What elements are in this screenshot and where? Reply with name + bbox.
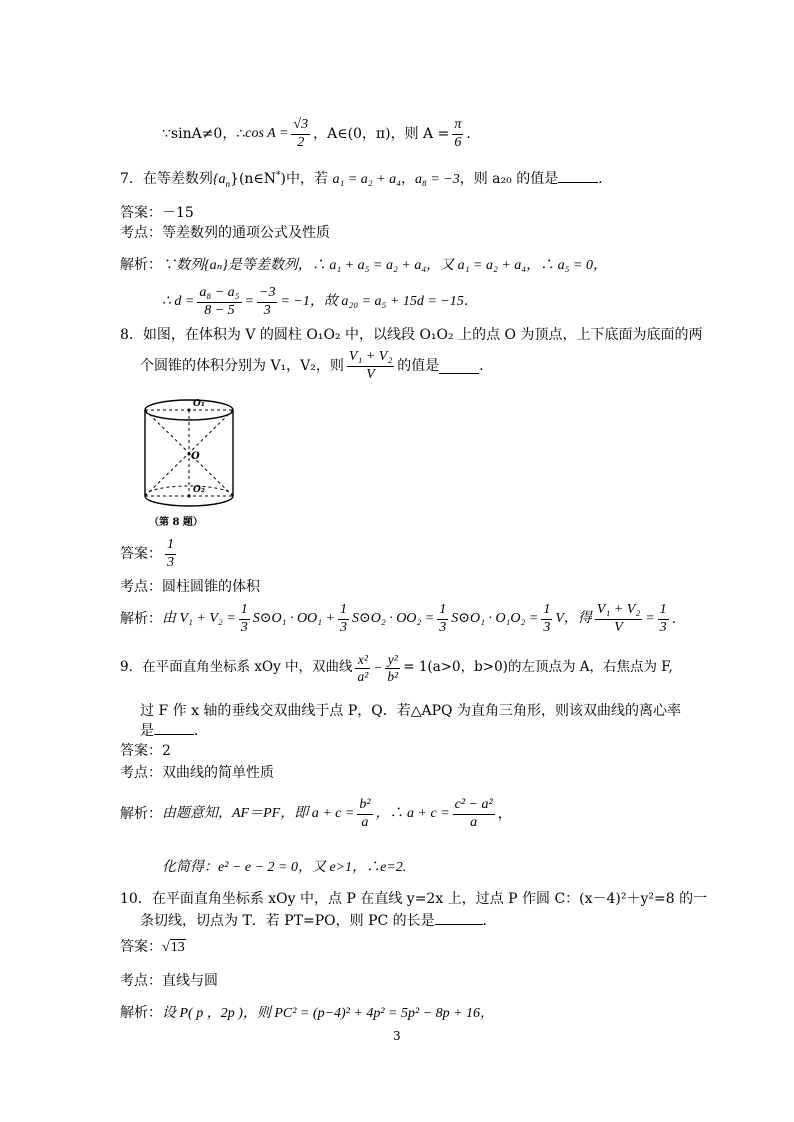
numerator: x² <box>355 652 370 669</box>
text: a₁ = a₂ + a₄ <box>332 172 401 187</box>
denominator: a² <box>357 668 369 684</box>
cylinder-diagram <box>135 394 243 514</box>
q9-stem-2 <box>140 704 681 718</box>
label-o: O <box>191 451 200 462</box>
fraction <box>385 652 400 684</box>
denominator: 8 − 5 <box>204 302 235 318</box>
numerator: c² − a² <box>453 797 495 814</box>
fraction <box>595 602 642 635</box>
q9-stem-1 <box>120 648 673 688</box>
q7-stem <box>120 172 612 187</box>
q9-solution-2 <box>162 860 406 875</box>
fraction <box>347 349 394 382</box>
text: ． <box>479 358 494 374</box>
text: ∵数列{aₙ}是等差数列，∴ a₁ + a₅ = a₂ + a₄，又 a₁ = a₂ + a₄，∴ a₅ = 0， <box>162 258 607 273</box>
numerator: V₁ + V₂ <box>347 349 394 366</box>
topic: 圆柱圆锥的体积 <box>162 579 260 595</box>
label-o1: O₁ <box>193 399 205 409</box>
q9-stem-3 <box>140 724 208 738</box>
numerator: √3 <box>291 117 310 134</box>
text: * <box>276 170 281 181</box>
numerator: 1 <box>658 602 669 619</box>
text: S⊙O₁ · O₁O₂ = <box>451 611 539 626</box>
q8-stem-2 <box>140 348 493 384</box>
text: = −1，故 a₂₀ = a₅ + 15d = −15． <box>280 294 478 309</box>
topic: 直线与圆 <box>162 973 218 989</box>
denominator: 6 <box>454 134 462 150</box>
answer-blank <box>439 359 479 374</box>
q9-solution-1 <box>120 794 512 834</box>
label: 考点： <box>120 765 162 781</box>
q7-answer <box>120 206 194 220</box>
label: 解析： <box>120 257 162 273</box>
answer: －15 <box>162 205 194 221</box>
question-number: 8． <box>120 327 143 343</box>
cylinder-figure <box>135 394 243 534</box>
fraction <box>197 285 241 318</box>
answer-blank <box>558 182 598 183</box>
numerator: y² <box>385 652 400 669</box>
numerator: a₈ − a₅ <box>197 285 241 302</box>
fraction <box>357 797 372 830</box>
denominator: 3 <box>543 619 551 635</box>
figure-caption: （第 8 题） <box>149 517 203 528</box>
label: 解析： <box>120 611 162 627</box>
text: n <box>225 178 231 189</box>
denominator: 3 <box>263 302 271 318</box>
text: 条切线，切点为 T．若 PT=PO，则 PC 的长是 <box>140 913 435 929</box>
numerator: 1 <box>165 537 176 554</box>
text: 个圆锥的体积分别为 V₁，V₂，则 <box>140 358 344 374</box>
answer-blank <box>435 924 483 925</box>
fraction <box>355 652 370 684</box>
q10-answer <box>120 940 186 955</box>
label: 答案： <box>120 205 162 221</box>
denominator: b² <box>387 668 399 684</box>
text: . <box>466 126 471 142</box>
text: a₈ = −3 <box>414 172 460 187</box>
text: S⊙O₁ · OO₁ + <box>252 611 335 626</box>
question-number: 7． <box>120 171 143 187</box>
text: 是 <box>140 723 154 739</box>
text: {a <box>212 172 226 187</box>
text: ． <box>671 611 686 627</box>
text: ， <box>400 171 415 187</box>
text: ，则 a₂₀ 的值是 <box>459 171 559 187</box>
text: 化简得：e² − e − 2 = 0，又 e>1，∴e=2. <box>162 860 407 875</box>
fraction <box>452 117 463 150</box>
fraction <box>541 602 552 635</box>
q9-answer <box>120 744 171 758</box>
text: = <box>645 611 655 626</box>
text: ， <box>497 806 512 822</box>
text: ． <box>482 913 497 929</box>
q10-topic <box>120 974 218 988</box>
text: 如图，在体积为 V 的圆柱 O₁O₂ 中，以线段 O₁O₂ 上的点 O 为顶点，上下底面为底面的两 <box>142 327 703 343</box>
answer: 2 <box>162 743 171 759</box>
fraction <box>165 537 176 570</box>
numerator: 1 <box>437 602 448 619</box>
text: ∴ d = <box>162 294 195 309</box>
text: = <box>244 294 254 309</box>
q8-topic <box>120 580 260 594</box>
label: 解析： <box>120 806 162 822</box>
text: V，得 <box>555 611 592 626</box>
label: 考点： <box>120 973 162 989</box>
text: 由 V₁ + V₂ = <box>162 611 236 626</box>
text: ，∴ a + c = <box>375 806 450 821</box>
denominator: 3 <box>439 619 447 635</box>
text: 过 F 作 x 轴的垂线交双曲线于点 P，Q．若△APQ 为直角三角形，则该双曲线的离心率 <box>140 703 681 719</box>
denominator: a <box>361 814 369 830</box>
answer-blank <box>154 734 194 735</box>
numerator: V₁ + V₂ <box>595 602 642 619</box>
q7-solution-1 <box>120 258 607 273</box>
q8-solution <box>120 600 686 638</box>
text: ，A∈(0，π)，则 A = <box>313 126 450 142</box>
label: 解析： <box>120 1005 162 1021</box>
text: S⊙O₂ · OO₂ = <box>351 611 435 626</box>
denominator: V <box>614 619 623 635</box>
denominator: a <box>470 814 478 830</box>
label-o2: O₂ <box>193 485 205 495</box>
q10-solution <box>120 1006 494 1021</box>
topic: 双曲线的简单性质 <box>162 765 274 781</box>
fraction <box>338 602 349 635</box>
denominator: 3 <box>339 619 347 635</box>
label: 考点： <box>120 579 162 595</box>
text: ∵sinA≠0，∴ <box>162 126 246 142</box>
text: 由题意知，AF＝PF，即 a + c = <box>162 806 355 821</box>
q10-stem-2 <box>140 914 497 928</box>
numerator: b² <box>357 797 372 814</box>
text: 在平面直角坐标系 xOy 中，双曲线 <box>142 659 353 676</box>
text: ． <box>598 171 613 187</box>
text: 设 P( p ，2p )，则 PC² = (p−4)² + 4p² = 5p² − 8p + 16， <box>162 1006 495 1021</box>
numerator: −3 <box>257 285 277 302</box>
fraction <box>453 797 495 830</box>
q8-answer <box>120 536 179 572</box>
fraction <box>437 602 448 635</box>
denominator: 3 <box>167 554 174 570</box>
q8-stem-1 <box>120 328 702 342</box>
label: 答案： <box>120 546 162 562</box>
fraction <box>658 602 669 635</box>
q9-topic <box>120 766 274 780</box>
answer: 13 <box>170 940 185 955</box>
sqrt-sign: √ <box>162 940 170 955</box>
text: 在平面直角坐标系 xOy 中，点 P 在直线 y=2x 上，过点 P 作圆 C：(x－4)²＋y²=8 的一 <box>151 891 708 907</box>
topic: 等差数列的通项公式及性质 <box>162 225 330 241</box>
text: } <box>230 171 239 187</box>
denominator: 3 <box>659 619 667 635</box>
fraction <box>291 117 310 150</box>
q10-stem-1 <box>120 892 707 906</box>
numerator: π <box>452 117 463 134</box>
denominator: 3 <box>240 619 248 635</box>
text: 在等差数列 <box>142 171 213 187</box>
numerator: 1 <box>239 602 250 619</box>
numerator: 1 <box>541 602 552 619</box>
text: )中，若 <box>280 171 329 187</box>
label: 答案： <box>120 743 162 759</box>
text: = 1(a>0，b>0)的左顶点为 A，右焦点为 F, <box>403 659 673 676</box>
text: (n∈N <box>238 171 277 187</box>
text: − <box>373 660 383 676</box>
numerator: 1 <box>338 602 349 619</box>
q7-solution-2 <box>162 284 478 320</box>
sina-line <box>162 114 471 154</box>
question-number: 10． <box>120 891 152 907</box>
text: cos A = <box>245 126 289 141</box>
q7-topic <box>120 226 330 240</box>
text: ． <box>194 723 208 739</box>
fraction <box>257 285 277 318</box>
question-number: 9． <box>120 659 143 676</box>
fraction <box>239 602 250 635</box>
page-number: 3 <box>393 1029 401 1043</box>
text: 的值是 <box>397 358 440 374</box>
label: 答案： <box>120 939 162 955</box>
denominator: 2 <box>297 134 305 150</box>
denominator: V <box>366 366 375 382</box>
label: 考点： <box>120 225 162 241</box>
